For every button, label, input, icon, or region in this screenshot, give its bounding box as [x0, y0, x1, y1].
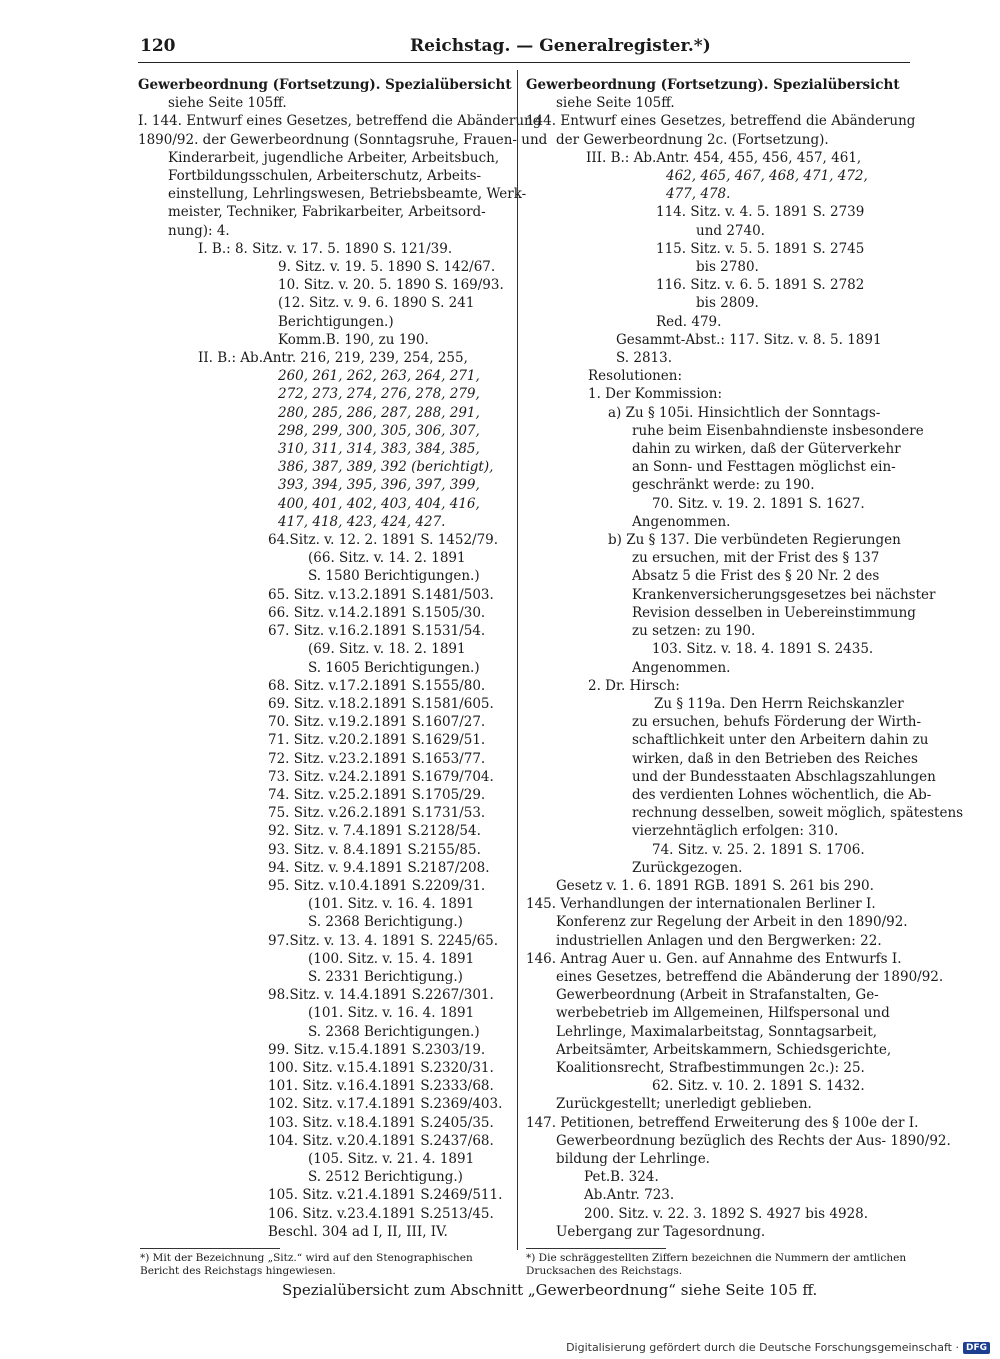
right-line: Lehrlinge, Maximalarbeitstag, Sonntagsarbeit,	[556, 1023, 878, 1040]
right-line: geschränkt werde: zu 190.	[632, 477, 815, 494]
left-line: meister, Techniker, Fabrikarbeiter, Arbeitsord-	[168, 204, 486, 221]
left-line: (100. Sitz. v. 15. 4. 1891	[308, 950, 475, 967]
left-line: 65. Sitz. v.13.2.1891 S.1481/503.	[268, 586, 494, 603]
left-line: Kinderarbeit, jugendliche Arbeiter, Arbeitsbuch,	[168, 149, 500, 166]
right-line: 74. Sitz. v. 25. 2. 1891 S. 1706.	[652, 841, 865, 858]
left-line: 71. Sitz. v.20.2.1891 S.1629/51.	[268, 732, 486, 749]
right-line: Krankenversicherungsgesetzes bei nächster	[632, 586, 936, 603]
right-line: werbebetrieb im Allgemeinen, Hilfspersonal und	[556, 1005, 890, 1022]
right-line: schaftlichkeit unter den Arbeitern dahin zu	[632, 732, 929, 749]
left-line: 68. Sitz. v.17.2.1891 S.1555/80.	[268, 677, 486, 694]
right-line: des verdienten Lohnes wöchentlich, die Ab-	[632, 786, 932, 803]
right-line: dahin zu wirken, daß der Güterverkehr	[632, 441, 901, 458]
right-line: S. 2813.	[616, 350, 672, 367]
right-line: Angenommen.	[632, 659, 731, 676]
right-line: 103. Sitz. v. 18. 4. 1891 S. 2435.	[652, 641, 874, 658]
page-header-title: Reichstag. — Generalregister.*)	[410, 36, 711, 56]
left-line: 100. Sitz. v.15.4.1891 S.2320/31.	[268, 1059, 494, 1076]
left-line: 1890/92. der Gewerbeordnung (Sonntagsruhe, Frauen- und	[138, 131, 548, 148]
left-line: Beschl. 304 ad I, II, III, IV.	[268, 1223, 448, 1240]
right-line: b) Zu § 137. Die verbündeten Regierungen	[608, 532, 901, 549]
right-line: bis 2780.	[696, 259, 759, 276]
right-line: 62. Sitz. v. 10. 2. 1891 S. 1432.	[652, 1078, 865, 1095]
left-line: (12. Sitz. v. 9. 6. 1890 S. 241	[278, 295, 475, 312]
right-line: 115. Sitz. v. 5. 5. 1891 S. 2745	[656, 240, 865, 257]
left-line: 72. Sitz. v.23.2.1891 S.1653/77.	[268, 750, 486, 767]
left-line: (101. Sitz. v. 16. 4. 1891	[308, 1005, 475, 1022]
left-line: 280, 285, 286, 287, 288, 291,	[278, 404, 480, 421]
right-line: Gewerbeordnung (Arbeit in Strafanstalten, Ge-	[556, 987, 879, 1004]
right-line: Red. 479.	[656, 313, 722, 330]
left-line: Fortbildungsschulen, Arbeiterschutz, Arbeits-	[168, 168, 482, 185]
left-line: 400, 401, 402, 403, 404, 416,	[278, 495, 480, 512]
left-line: 94. Sitz. v. 9.4.1891 S.2187/208.	[268, 859, 490, 876]
left-column	[138, 76, 548, 1241]
left-line: I. B.: 8. Sitz. v. 17. 5. 1890 S. 121/39.	[198, 240, 453, 257]
right-line: wirken, daß in den Betrieben des Reiches	[632, 750, 918, 767]
right-line: ruhe beim Eisenbahndienste insbesondere	[632, 422, 924, 439]
right-line: Resolutionen:	[588, 368, 683, 385]
right-line: vierzehntäglich erfolgen: 310.	[632, 823, 839, 840]
right-line: Zurückgezogen.	[632, 859, 743, 876]
right-line: 477, 478.	[666, 186, 731, 203]
bottom-cross-reference: Spezialübersicht zum Abschnitt „Gewerbeordnung“ siehe Seite 105 ff.	[282, 1281, 818, 1299]
left-line: (105. Sitz. v. 21. 4. 1891	[308, 1150, 475, 1167]
left-line: 73. Sitz. v.24.2.1891 S.1679/704.	[268, 768, 494, 785]
left-line: 74. Sitz. v.25.2.1891 S.1705/29.	[268, 786, 486, 803]
right-line: Angenommen.	[632, 513, 731, 530]
left-line: 298, 299, 300, 305, 306, 307,	[278, 422, 480, 439]
left-line: 69. Sitz. v.18.2.1891 S.1581/605.	[268, 695, 494, 712]
left-line: (69. Sitz. v. 18. 2. 1891	[308, 641, 466, 658]
right-line: Pet.B. 324.	[584, 1169, 659, 1186]
right-line: Konferenz zur Regelung der Arbeit in den 1890/92.	[556, 914, 908, 931]
right-line: zu setzen: zu 190.	[632, 623, 756, 640]
right-line: der Gewerbeordnung 2c. (Fortsetzung).	[556, 131, 829, 148]
left-line: 93. Sitz. v. 8.4.1891 S.2155/85.	[268, 841, 481, 858]
right-line: rechnung desselben, soweit möglich, spätestens	[632, 805, 964, 822]
right-line: Gewerbeordnung (Fortsetzung). Spezialübersicht	[526, 77, 900, 93]
right-line: zu ersuchen, mit der Frist des § 137	[632, 550, 880, 567]
right-line: 114. Sitz. v. 4. 5. 1891 S. 2739	[656, 204, 865, 221]
left-line: (66. Sitz. v. 14. 2. 1891	[308, 550, 466, 567]
left-line: 104. Sitz. v.20.4.1891 S.2437/68.	[268, 1132, 494, 1149]
left-line: Berichtigungen.)	[278, 313, 394, 330]
left-line: 386, 387, 389, 392 (berichtigt),	[278, 459, 494, 476]
right-line: 147. Petitionen, betreffend Erweiterung des § 100e der I.	[526, 1114, 919, 1131]
right-line: Gewerbeordnung bezüglich des Rechts der Aus- 1890/92.	[556, 1132, 951, 1149]
left-line: 66. Sitz. v.14.2.1891 S.1505/30.	[268, 604, 486, 621]
left-line: II. B.: Ab.Antr. 216, 219, 239, 254, 255,	[198, 350, 468, 367]
right-line: 70. Sitz. v. 19. 2. 1891 S. 1627.	[652, 495, 865, 512]
left-line: 95. Sitz. v.10.4.1891 S.2209/31.	[268, 877, 486, 894]
right-line: 145. Verhandlungen der internationalen Berliner I.	[526, 896, 876, 913]
left-line: 272, 273, 274, 276, 278, 279,	[278, 386, 480, 403]
right-line: 200. Sitz. v. 22. 3. 1892 S. 4927 bis 4928.	[584, 1205, 869, 1222]
right-line: 146. Antrag Auer u. Gen. auf Annahme des Entwurfs I.	[526, 950, 902, 967]
page-number: 120	[140, 36, 176, 56]
left-line: S. 1580 Berichtigungen.)	[308, 568, 480, 585]
right-line: Ab.Antr. 723.	[584, 1187, 675, 1204]
right-line: 462, 465, 467, 468, 471, 472,	[666, 168, 868, 185]
footnote-rule-left	[140, 1248, 280, 1249]
right-line: Revision desselben in Uebereinstimmung	[632, 604, 916, 621]
right-line: Gesammt-Abst.: 117. Sitz. v. 8. 5. 1891	[616, 331, 882, 348]
right-line: a) Zu § 105i. Hinsichtlich der Sonntags-	[608, 404, 881, 421]
column-divider	[517, 70, 518, 1250]
right-line: siehe Seite 105ff.	[556, 95, 675, 112]
left-line: 417, 418, 423, 424, 427.	[278, 513, 446, 530]
right-column	[526, 76, 964, 1241]
left-line: Komm.B. 190, zu 190.	[278, 331, 429, 348]
left-line: 393, 394, 395, 396, 397, 399,	[278, 477, 480, 494]
right-line: bildung der Lehrlinge.	[556, 1150, 710, 1167]
right-line: und 2740.	[696, 222, 765, 239]
left-line: 106. Sitz. v.23.4.1891 S.2513/45.	[268, 1205, 494, 1222]
left-line: (101. Sitz. v. 16. 4. 1891	[308, 896, 475, 913]
footnote-left: *) Mit der Bezeichnung „Sitz.“ wird auf den Stenographischen Bericht des Reichstags hingewiesen.	[140, 1252, 473, 1277]
left-line: 10. Sitz. v. 20. 5. 1890 S. 169/93.	[278, 277, 504, 294]
left-line: 99. Sitz. v.15.4.1891 S.2303/19.	[268, 1041, 486, 1058]
right-line: und der Bundesstaaten Abschlagszahlungen	[632, 768, 936, 785]
left-line: 260, 261, 262, 263, 264, 271,	[278, 368, 480, 385]
left-line: 97.Sitz. v. 13. 4. 1891 S. 2245/65.	[268, 932, 499, 949]
right-line: an Sonn- und Festtagen möglichst ein-	[632, 459, 896, 476]
right-line: bis 2809.	[696, 295, 759, 312]
left-line: S. 1605 Berichtigungen.)	[308, 659, 480, 676]
right-line: III. B.: Ab.Antr. 454, 455, 456, 457, 461,	[586, 149, 862, 166]
footnote-right: *) Die schräggestellten Ziffern bezeichnen die Nummern der amtlichen Drucksachen des Reichstags.	[526, 1252, 907, 1277]
dfg-credit	[566, 1341, 990, 1354]
right-line: Arbeitsämter, Arbeitskammern, Schiedsgerichte,	[556, 1041, 892, 1058]
right-line: 116. Sitz. v. 6. 5. 1891 S. 2782	[656, 277, 865, 294]
right-line: eines Gesetzes, betreffend die Abänderung der 1890/92.	[556, 968, 944, 985]
left-line: nung): 4.	[168, 222, 230, 239]
right-line: Uebergang zur Tagesordnung.	[556, 1223, 766, 1240]
left-line: 70. Sitz. v.19.2.1891 S.1607/27.	[268, 714, 486, 731]
right-line: 2. Dr. Hirsch:	[588, 677, 680, 694]
right-line: zu ersuchen, behufs Förderung der Wirth-	[632, 714, 922, 731]
left-line: S. 2331 Berichtigung.)	[308, 968, 463, 985]
right-line: Koalitionsrecht, Strafbestimmungen 2c.): 25.	[556, 1059, 865, 1076]
footnote-rule-right	[526, 1248, 666, 1249]
left-line: S. 2512 Berichtigung.)	[308, 1169, 463, 1186]
left-line: 103. Sitz. v.18.4.1891 S.2405/35.	[268, 1114, 494, 1131]
left-line: 75. Sitz. v.26.2.1891 S.1731/53.	[268, 805, 486, 822]
left-line: 98.Sitz. v. 14.4.1891 S.2267/301.	[268, 987, 494, 1004]
left-line: 102. Sitz. v.17.4.1891 S.2369/403.	[268, 1096, 503, 1113]
left-line: siehe Seite 105ff.	[168, 95, 287, 112]
left-line: 9. Sitz. v. 19. 5. 1890 S. 142/67.	[278, 259, 496, 276]
header-rule	[138, 62, 910, 63]
right-line: Gesetz v. 1. 6. 1891 RGB. 1891 S. 261 bis 290.	[556, 877, 874, 894]
right-line: Zu § 119a. Den Herrn Reichskanzler	[654, 695, 904, 712]
dfg-credit-text: Digitalisierung gefördert durch die Deutsche Forschungsgemeinschaft ·	[566, 1341, 959, 1354]
left-line: 105. Sitz. v.21.4.1891 S.2469/511.	[268, 1187, 503, 1204]
right-line: 144. Entwurf eines Gesetzes, betreffend die Abänderung	[526, 113, 916, 130]
left-line: 67. Sitz. v.16.2.1891 S.1531/54.	[268, 623, 486, 640]
right-line: industriellen Anlagen und den Bergwerken: 22.	[556, 932, 882, 949]
right-line: Absatz 5 die Frist des § 20 Nr. 2 des	[632, 568, 880, 585]
left-line: S. 2368 Berichtigungen.)	[308, 1023, 480, 1040]
left-line: 92. Sitz. v. 7.4.1891 S.2128/54.	[268, 823, 481, 840]
left-line: S. 2368 Berichtigung.)	[308, 914, 463, 931]
left-line: 64.Sitz. v. 12. 2. 1891 S. 1452/79.	[268, 532, 499, 549]
left-line: 101. Sitz. v.16.4.1891 S.2333/68.	[268, 1078, 494, 1095]
left-line: Gewerbeordnung (Fortsetzung). Spezialübersicht	[138, 77, 512, 93]
left-line: I. 144. Entwurf eines Gesetzes, betreffend die Abänderung	[138, 113, 542, 130]
right-line: Zurückgestellt; unerledigt geblieben.	[556, 1096, 812, 1113]
left-line: einstellung, Lehrlingswesen, Betriebsbeamte, Werk-	[168, 186, 527, 203]
right-line: 1. Der Kommission:	[588, 386, 723, 403]
left-line: 310, 311, 314, 383, 384, 385,	[278, 441, 480, 458]
dfg-logo: DFG	[963, 1342, 990, 1354]
